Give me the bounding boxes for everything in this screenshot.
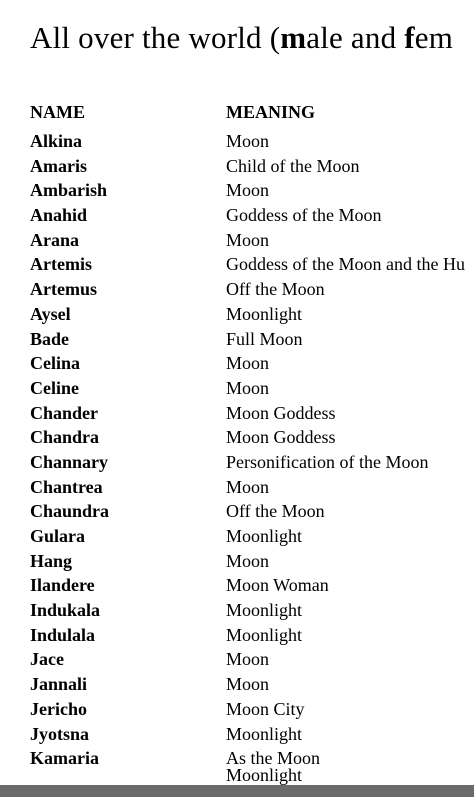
table-row: [0, 450, 474, 475]
table-row: [0, 154, 474, 179]
row-meaning: Off the Moon: [226, 501, 325, 522]
title-part-1: All over the world (: [30, 20, 281, 55]
table-row: [0, 129, 474, 154]
row-name: Ambarish: [30, 180, 108, 201]
row-name: Jyotsna: [30, 723, 90, 744]
row-meaning: Full Moon: [226, 328, 303, 349]
row-name: Ilandere: [30, 575, 95, 596]
title-part-2: ale and: [306, 20, 405, 55]
table-row: [0, 425, 474, 450]
row-name: Artemus: [30, 279, 97, 300]
table-row: [0, 401, 474, 426]
cutoff-meaning: Moonlight: [226, 765, 303, 785]
title-bold-f: f: [404, 20, 415, 55]
row-meaning: Off the Moon: [226, 279, 325, 300]
row-name: Arana: [30, 229, 79, 250]
row-name: Anahid: [30, 205, 88, 226]
row-name: Chandra: [30, 427, 100, 448]
row-meaning: Moon: [226, 649, 270, 670]
row-name: Artemis: [30, 254, 92, 275]
table-row: [0, 647, 474, 672]
table-row: [0, 697, 474, 722]
bottom-edge-bar: [0, 785, 474, 797]
row-meaning: Moonlight: [226, 303, 303, 324]
row-name: Kamaria: [30, 748, 99, 769]
row-meaning: Goddess of the Moon and the Hu: [226, 254, 465, 275]
row-name: Jericho: [30, 698, 87, 719]
table-row: [0, 499, 474, 524]
table-row: [0, 549, 474, 574]
row-meaning: Moon: [226, 353, 270, 374]
table-row: [0, 524, 474, 549]
row-meaning: Moon: [226, 476, 270, 497]
row-meaning: Moon City: [226, 698, 305, 719]
row-meaning: Moon: [226, 674, 270, 695]
row-name: Channary: [30, 451, 109, 472]
row-name: Bade: [30, 328, 70, 349]
row-name: Celina: [30, 353, 81, 374]
row-meaning: As the Moon: [226, 748, 320, 769]
row-name: Amaris: [30, 155, 87, 176]
table-row: [0, 573, 474, 598]
title-part-3: em: [414, 20, 454, 55]
row-name: Jannali: [30, 674, 88, 695]
row-name: Jace: [30, 649, 64, 670]
column-header-meaning: MEANING: [226, 102, 315, 122]
row-meaning: Moonlight: [226, 723, 303, 744]
table-row: [0, 302, 474, 327]
table-row: [0, 623, 474, 648]
row-meaning: Moon: [226, 550, 270, 571]
table-row: [0, 376, 474, 401]
title-bold-m: m: [280, 20, 307, 55]
row-meaning: Moon Goddess: [226, 402, 336, 423]
row-meaning: Moon Woman: [226, 575, 329, 596]
row-name: Hang: [30, 550, 73, 571]
table-row: [0, 178, 474, 203]
table-row: [0, 203, 474, 228]
table-row: [0, 722, 474, 747]
table-row: [0, 327, 474, 352]
column-header-name: NAME: [30, 102, 85, 122]
row-meaning: Personification of the Moon: [226, 451, 429, 472]
row-name: Indulala: [30, 624, 96, 645]
row-name: Indukala: [30, 600, 101, 621]
row-name: Gulara: [30, 526, 86, 546]
table-row: [0, 277, 474, 302]
names-table: [0, 129, 474, 771]
table-row: [0, 672, 474, 697]
table-row: [0, 598, 474, 623]
row-name: Chander: [30, 402, 99, 423]
table-row: [0, 252, 474, 277]
row-meaning: Moon: [226, 377, 270, 398]
table-row: [0, 228, 474, 253]
row-meaning: Moon: [226, 180, 270, 201]
row-meaning: Moon: [226, 131, 270, 151]
row-name: Aysel: [30, 303, 71, 324]
row-name: Celine: [30, 377, 79, 398]
row-name: Alkina: [30, 131, 83, 151]
row-name: Chaundra: [30, 501, 110, 522]
row-meaning: Child of the Moon: [226, 155, 360, 176]
row-meaning: Moon Goddess: [226, 427, 336, 448]
row-meaning: Moon: [226, 229, 270, 250]
table-row: [0, 475, 474, 500]
row-meaning: Moonlight: [226, 624, 303, 645]
row-name: Chantrea: [30, 476, 103, 497]
row-meaning: Goddess of the Moon: [226, 205, 382, 226]
row-meaning: Moonlight: [226, 600, 303, 621]
table-row: [0, 351, 474, 376]
page-title: [30, 18, 453, 58]
row-meaning: Moonlight: [226, 526, 303, 546]
